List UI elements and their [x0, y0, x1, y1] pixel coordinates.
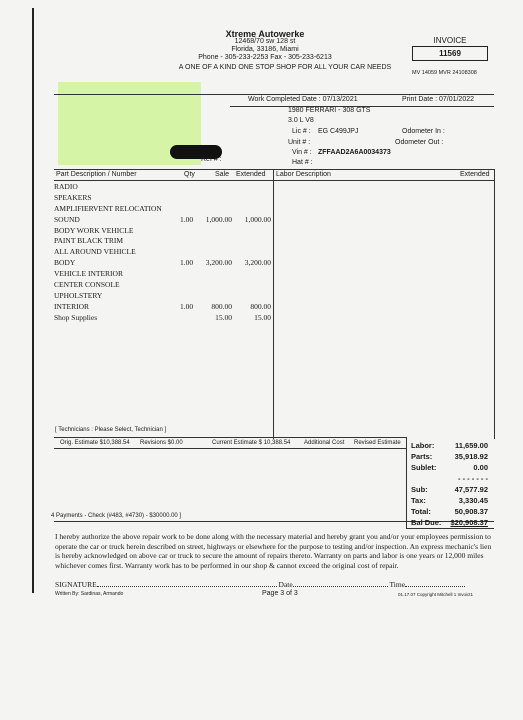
totals-left-border	[406, 437, 407, 528]
item-description: UPHOLSTERY	[54, 290, 103, 300]
item-description: VEHICLE INTERIOR	[54, 269, 123, 279]
table-row	[54, 313, 274, 324]
item-qty: 1.00	[180, 258, 194, 268]
table-row	[54, 258, 274, 269]
totals-row	[408, 441, 491, 452]
table-row	[54, 182, 274, 193]
parts-list	[54, 182, 274, 324]
totals-bottom-rule	[406, 528, 494, 529]
original-estimate: Orig. Estimate $10,388.54	[60, 440, 130, 446]
signature-label: SIGNATURE	[55, 580, 97, 589]
company-tagline: A ONE OF A KIND ONE STOP SHOP FOR ALL YOUR CAR NEEDS	[178, 64, 392, 71]
totals-value: 11,659.00	[455, 441, 488, 450]
item-sale: 3,200.00	[205, 258, 232, 268]
table-row	[54, 236, 274, 247]
table-row	[54, 280, 274, 291]
work-completed-date: Work Completed Date : 07/13/2021	[248, 96, 358, 103]
totals-value: 47,577.92	[454, 485, 488, 494]
col-extended: Extended	[236, 171, 266, 178]
item-sale: 15.00	[215, 312, 232, 322]
totals-label: Bal Due:	[411, 518, 442, 527]
totals-panel	[408, 441, 491, 529]
item-description: AMPLIFIERVENT RELOCATION	[54, 203, 162, 213]
company-name: Xtreme Autowerke	[225, 29, 305, 39]
signature-line	[55, 580, 495, 589]
company-address-city: Florida, 33186, Miami	[231, 46, 299, 53]
company-phone-fax: Phone - 305-233-2253 Fax - 305-233-6213	[198, 54, 332, 61]
company-address-street: 12468/70 sw 128 st	[234, 38, 296, 45]
totals-value: $20,908.37	[450, 518, 488, 527]
signature-field[interactable]	[97, 586, 277, 587]
totals-row	[408, 485, 491, 496]
page-number: Page 3 of 3	[262, 590, 298, 597]
col-labor-extended: Extended	[460, 171, 490, 178]
item-extended: 800.00	[250, 301, 271, 311]
totals-row	[408, 496, 491, 507]
totals-label: Total:	[411, 507, 431, 516]
totals-value: - - - - - - -	[458, 474, 488, 483]
invoice-number: 11569	[412, 46, 488, 61]
item-sale: 800.00	[211, 301, 232, 311]
hat-label: Hat # :	[292, 159, 313, 166]
item-description: ALL AROUND VEHICLE	[54, 247, 136, 257]
table-row	[54, 291, 274, 302]
mv-license-numbers: MV 14059 MVR 24108308	[412, 70, 477, 76]
totals-label: Sublet:	[411, 463, 437, 472]
item-description: SPEAKERS	[54, 192, 92, 202]
date-label: Date	[278, 580, 293, 589]
totals-value: 50,908.37	[454, 507, 488, 516]
estimate-top-rule	[54, 437, 406, 438]
item-extended: 15.00	[254, 312, 271, 322]
item-extended: 1,000.00	[244, 214, 271, 224]
item-description: INTERIOR	[54, 301, 89, 311]
left-margin-rule	[32, 8, 34, 593]
col-sale: Sale	[215, 171, 230, 178]
item-qty: 1.00	[180, 214, 194, 224]
odometer-in: Odometer In :	[402, 128, 445, 135]
table-row	[54, 226, 274, 237]
lic-value: EG C499JPJ	[318, 128, 359, 135]
print-date: Print Date : 07/01/2022	[402, 96, 474, 103]
totals-value: 3,330.45	[458, 496, 488, 505]
copyright: 01.17.07 Copyright Mitchell 1 Invoict1	[398, 592, 474, 597]
table-row	[54, 302, 274, 313]
table-row	[54, 204, 274, 215]
totals-label: Sub:	[411, 485, 428, 494]
authorization-text: I hereby authorize the above repair work to be done along with the necessary material and hereby grant you and/or your employees permission to operate the car or truck herein described on street, highways or elsewhere for the purpose to testing and/or inspection. An express mechanic's lien is hereby acknowledged on above car or truck to secure the amount of repairs thereto. Warranty on parts and labor is one years or 12,000 miles whichever comes first. Warranty work has to be performed in our shop & cannot exceed the original cost of repair.	[55, 532, 492, 570]
item-qty: 1.00	[180, 301, 194, 311]
lic-label: Lic # :	[292, 128, 311, 135]
invoice-label: INVOICE	[433, 36, 467, 45]
time-field[interactable]	[405, 586, 465, 587]
vehicle-model: 1980 FERRARI - 308 GTS	[288, 107, 371, 114]
payments-line: 4 Payments - Check (#483, #4730) - $30000.00 ]	[51, 513, 182, 519]
totals-value: 0.00	[473, 463, 488, 472]
unit-label: Unit # :	[288, 139, 311, 146]
totals-row	[408, 452, 491, 463]
item-description: BODY	[54, 258, 76, 268]
item-description: RADIO	[54, 182, 78, 191]
time-label: Time	[389, 580, 406, 589]
ref-label: Ref # :	[201, 156, 222, 163]
table-row	[54, 247, 274, 258]
item-description: PAINT BLACK TRIM	[54, 236, 124, 246]
date-field[interactable]	[293, 586, 388, 587]
col-part-description: Part Description / Number	[56, 171, 137, 178]
table-header-rule	[54, 180, 494, 181]
written-by: Written By: Sardinas, Armando	[55, 591, 124, 597]
item-extended: 3,200.00	[244, 258, 271, 268]
table-right-border	[494, 169, 495, 439]
revisions: Revisions $0.00	[140, 440, 183, 446]
totals-label: Parts:	[411, 452, 433, 461]
table-row	[54, 215, 274, 226]
item-sale: 1,000.00	[205, 214, 232, 224]
table-top-rule	[54, 169, 494, 170]
col-qty: Qty	[184, 171, 195, 178]
vin-value: ZFFAAD2A6A0034373	[318, 149, 391, 156]
technicians-line: [ Technicians : Please Select, Technician ]	[55, 427, 167, 433]
item-description: Shop Supplies	[54, 312, 98, 322]
totals-label: Tax:	[411, 496, 426, 505]
table-row	[54, 193, 274, 204]
vin-label: Vin # :	[292, 149, 312, 156]
additional-cost: Additional Cost	[304, 440, 345, 446]
totals-row	[408, 463, 491, 474]
item-description: CENTER CONSOLE	[54, 280, 120, 290]
company-header	[150, 30, 380, 62]
item-description: BODY WORK VEHICLE	[54, 225, 134, 235]
odometer-out: Odometer Out :	[395, 139, 444, 146]
revised-estimate: Revised Estimate	[354, 440, 401, 446]
item-description: SOUND	[54, 214, 80, 224]
estimate-bottom-rule	[54, 448, 406, 449]
header-divider	[54, 94, 494, 95]
totals-row	[408, 507, 491, 518]
col-labor-description: Labor Description	[276, 171, 331, 178]
vehicle-engine: 3.0 L V8	[288, 117, 314, 124]
table-row	[54, 269, 274, 280]
current-estimate: Current Estimate $ 10,388.54	[212, 440, 291, 446]
totals-row	[408, 474, 491, 485]
totals-value: 35,918.92	[454, 452, 488, 461]
totals-label: Labor:	[411, 441, 435, 450]
